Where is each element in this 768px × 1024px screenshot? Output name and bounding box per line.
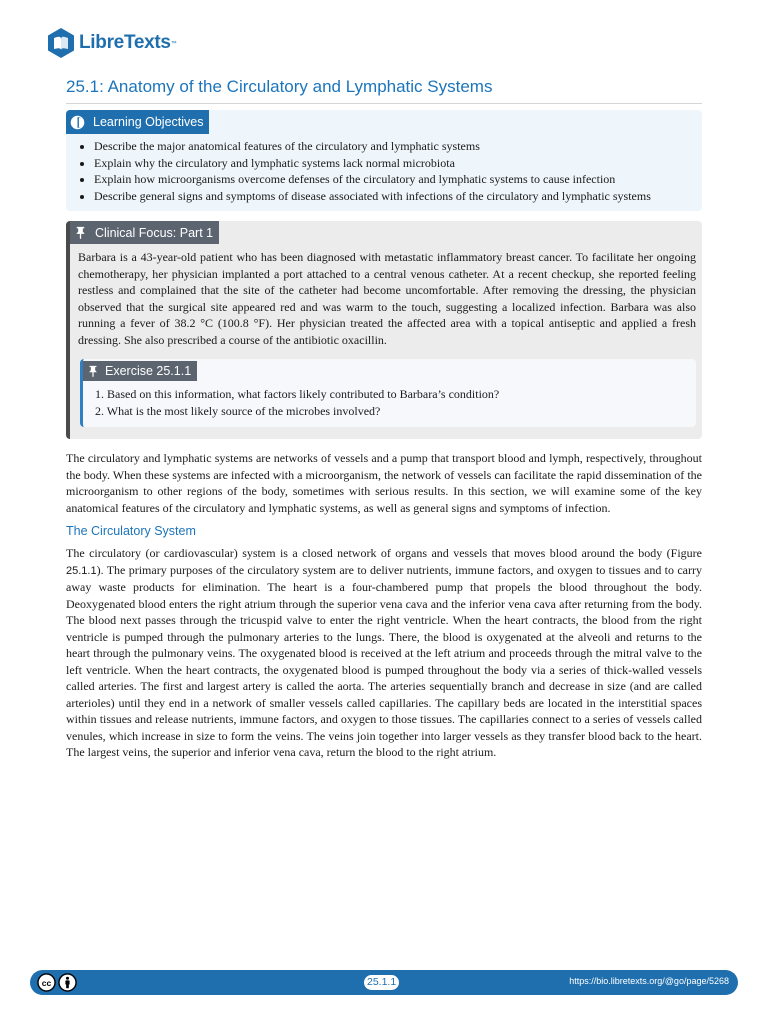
page-number: 25.1.1	[364, 975, 399, 990]
learning-objectives-box	[66, 110, 702, 211]
half-circle-icon	[70, 115, 85, 130]
exercise-box	[80, 359, 696, 427]
pin-icon	[87, 365, 99, 377]
exercise-title: Exercise 25.1.1	[105, 364, 192, 378]
clinical-focus-text: Barbara is a 43-year-old patient who has been diagnosed with metastatic inflammatory breast cancer. To facilitate her ongoing chemotherapy, her physician implanted a port attached to a central venous catheter. At a recent checkup, she reported feeling restless and complained that the site of the catheter had become uncomfortable. After removing the dressing, the physician observed that the surgical site appeared red and was warm to the touch, suggesting a localized infection. Barbara was also running a fever of 38.2 °C (100.8 °F). Her physician treated the affected area with a topical antiseptic and applied a fresh dressing. She also prescribed a course of the antibiotic oxacillin.	[78, 250, 696, 347]
learning-objectives-title: Learning Objectives	[93, 115, 204, 129]
clinical-focus-title: Clinical Focus: Part 1	[95, 225, 214, 240]
brand-name: LibreTexts™	[79, 32, 177, 53]
exercise-list	[95, 386, 499, 419]
learning-objectives-header	[66, 110, 209, 134]
by-icon	[58, 973, 77, 992]
page-footer	[30, 970, 738, 995]
cc-icon	[37, 973, 56, 992]
svg-text:cc: cc	[41, 977, 52, 988]
paragraph-text: The circulatory (or cardiovascular) system is a closed network of organs and vessels that moves blood around the body (Figure	[66, 546, 702, 560]
clinical-focus-header	[70, 221, 219, 244]
page-url-link[interactable]: https://bio.libretexts.org/@go/page/5268	[569, 976, 729, 986]
libretexts-logo[interactable]	[46, 27, 176, 59]
learning-objectives-list	[78, 138, 651, 204]
figure-link[interactable]: 25.1.1	[66, 564, 97, 577]
circulatory-system-paragraph	[66, 545, 702, 761]
list-item: 2. What is the most likely source of the microbes involved?	[95, 403, 381, 418]
list-item: 1. Based on this information, what factors likely contributed to Barbara’s condition?	[95, 387, 500, 401]
list-item: • Describe the major anatomical features of the circulatory and lymphatic systems	[94, 138, 651, 155]
paragraph-text: ). The primary purposes of the circulatory system are to deliver nutrients, immune factors, and oxygen to tissues and to carry away waste products for elimination. The heart is a four-chambered pump that propels the blood throughout the body. Deoxygenated blood enters the right atrium through the superior vena cava and the inferior vena cava after returning from the body. The blood next passes through the tricuspid valve to enter the right ventricle. When the heart contracts, the blood from the right ventricle is pumped through the pulmonary arteries to the lungs. There, the blood is oxygenated at the alveoli and returns to the heart through the pulmonary veins. The oxygenated blood is received at the left atrium and proceeds through the mitral valve to the left ventricle. When the heart contracts, the oxygenated blood is pumped throughout the body via a series of thick-walled vessels called arteries. The first and largest artery is called the aorta. The arteries sequentially branch and decrease in size (and are called arterioles) until they end in a network of smaller vessels called capillaries. The capillary beds are located in the interstitial spaces within tissues and release nutrients, immune factors, and oxygen to those tissues. The capillaries connect to a series of vessels called venules, which increase in size to form the veins. The veins join together into larger vessels as they transfer blood back to the heart. The largest veins, the superior and inferior vena cava, return the blood to the right atrium.	[66, 562, 702, 759]
section-heading-circulatory-system: The Circulatory System	[66, 524, 196, 538]
page-title: 25.1: Anatomy of the Circulatory and Lymphatic Systems	[66, 77, 702, 104]
license-badge[interactable]	[37, 973, 79, 992]
pin-icon	[74, 226, 87, 239]
list-item: • Describe general signs and symptoms of disease associated with infections of the circulatory and lymphatic systems	[94, 188, 651, 205]
libretexts-hexagon-icon	[46, 27, 76, 59]
intro-paragraph: The circulatory and lymphatic systems are networks of vessels and a pump that transport blood and lymph, respectively, throughout the body. When these systems are infected with a microorganism, the network of vessels can facilitate the rapid dissemination of the microorganism to other regions of the body, sometimes with serious results. In this section, we will examine some of the key anatomical features of the circulatory and lymphatic systems, as well as general signs and symptoms of infection.	[66, 451, 702, 515]
list-item: • Explain how microorganisms overcome defenses of the circulatory and lymphatic systems to cause infection	[94, 171, 651, 188]
clinical-focus-box	[66, 221, 702, 439]
exercise-header	[83, 361, 197, 381]
list-item: • Explain why the circulatory and lymphatic systems lack normal microbiota	[94, 155, 651, 172]
